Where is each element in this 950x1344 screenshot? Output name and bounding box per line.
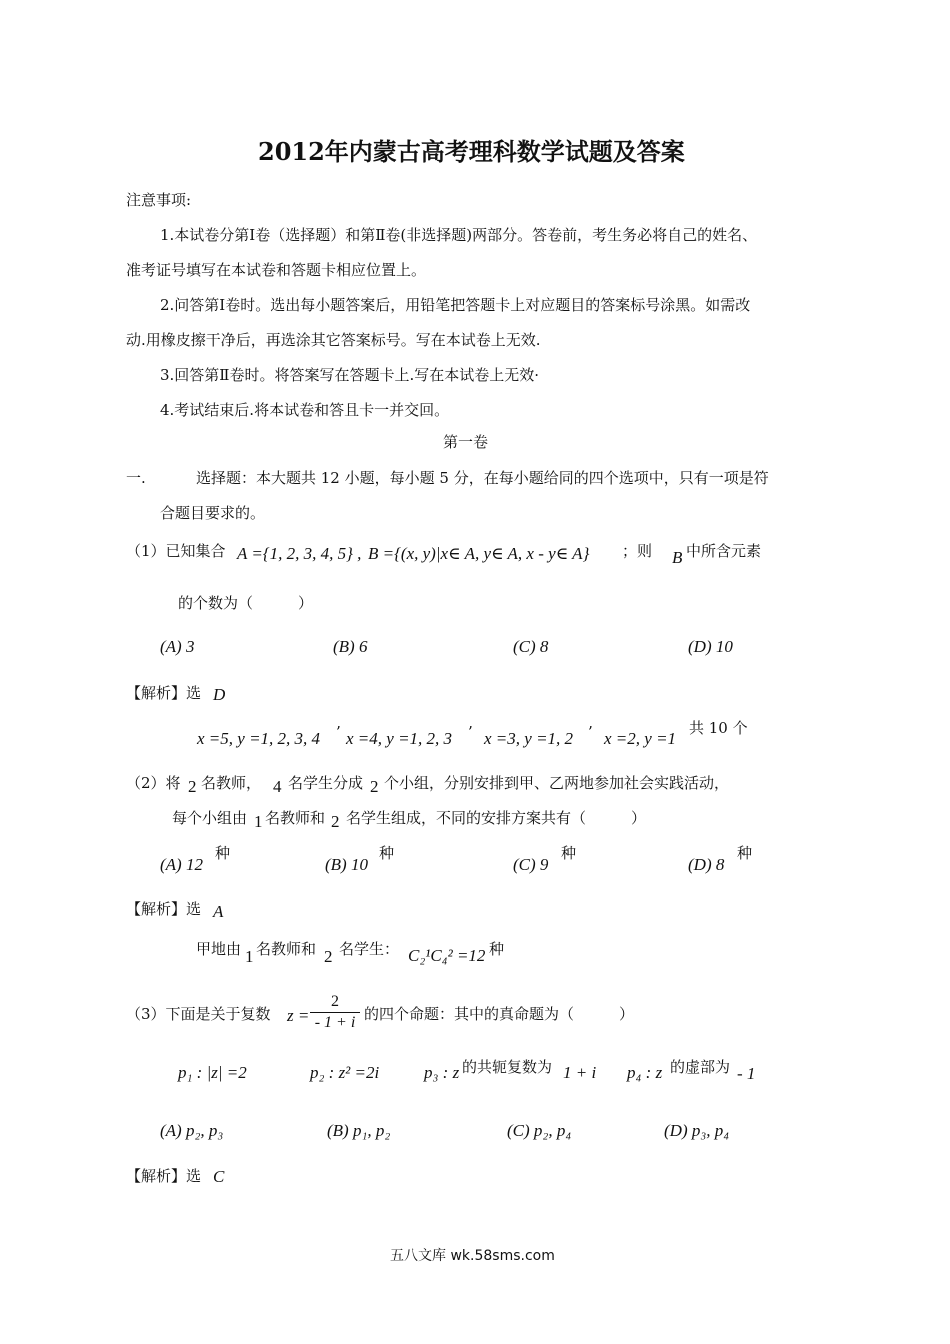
part-description-line-2: 合题目要求的。 — [160, 504, 266, 522]
q1-solution-sep-1: ’ — [336, 723, 341, 741]
q1-solution-total: 共 10 个 — [689, 719, 748, 737]
q1-solution-4: x =2, y =1 — [604, 729, 677, 748]
q3-option-b: (B) p₁, p₂ — [327, 1121, 391, 1140]
footer-watermark: 五八文库 wk.58sms.com — [390, 1248, 555, 1264]
q1-option-b: (B) 6 — [333, 637, 368, 656]
q2-text-2: 名教师， — [201, 774, 262, 792]
q2-answer: A — [213, 902, 224, 921]
q2-line2-b: 名教师和 — [265, 809, 326, 827]
notice-item-2-line-2: 动.用橡皮擦干净后，再选涂其它答案标号。写在本试卷上无效. — [126, 331, 541, 349]
q3-prefix: （3）下面是关于复数 — [126, 1005, 271, 1023]
q2-text-1: （2）将 — [126, 774, 181, 792]
q1-solution-sep-2: ’ — [468, 723, 473, 741]
notice-item-3: 3.回答第Ⅱ卷时。将答案写在答题卡上.写在本试卷上无效· — [160, 366, 540, 384]
q3-answer-label: 【解析】选 — [126, 1167, 202, 1185]
q1-solution-2: x =4, y =1, 2, 3 — [346, 729, 453, 748]
q2-line2-a: 每个小组由 — [172, 809, 248, 827]
q3-fraction-bar — [310, 1012, 360, 1013]
notice-heading: 注意事项: — [126, 191, 192, 209]
q2-solution-c: 名学生： — [339, 940, 400, 958]
q2-num-teachers: 2 — [188, 777, 197, 796]
q3-proposition-3-value: 1 + i — [563, 1063, 597, 1082]
q1-option-c: (C) 8 — [513, 637, 549, 656]
q1-option-d: (D) 10 — [688, 637, 733, 656]
q3-fraction-denominator: - 1 + i — [314, 1014, 356, 1031]
q3-proposition-2: p₂ : z² =2i — [310, 1063, 380, 1082]
q1-option-a: (A) 3 — [160, 637, 195, 656]
q3-option-a: (A) p₂, p₃ — [160, 1121, 224, 1140]
q2-line2-c: 名学生组成，不同的安排方案共有（ ） — [346, 809, 647, 827]
q1-prefix: （1）已知集合 — [126, 542, 226, 560]
notice-item-2-line-1: 2.问答第Ⅰ卷时。选出每小题答案后，用铅笔把答题卡上对应题目的答案标号涂黑。如需改 — [160, 296, 751, 314]
q2-option-b: (B) 10 — [325, 855, 368, 874]
section-title: 第一卷 — [443, 433, 489, 451]
q1-solution-3: x =3, y =1, 2 — [484, 729, 574, 748]
notice-item-1-line-2: 准考证号填写在本试卷和答题卡相应位置上。 — [126, 261, 427, 279]
q3-fraction-numerator: 2 — [331, 993, 339, 1010]
q1-set-b: B ={(x, y)|x∈ A, y∈ A, x - y∈ A} — [368, 544, 590, 563]
q2-line2-num-1: 1 — [254, 812, 263, 831]
q1-answer: D — [213, 685, 226, 704]
part-number: 一. — [126, 469, 146, 487]
q2-solution-a: 甲地由 — [196, 940, 242, 958]
q3-proposition-1: p₁ : |z| =2 — [178, 1063, 247, 1082]
q2-line2-num-2: 2 — [331, 812, 340, 831]
notice-item-1-line-1: 1.本试卷分第Ⅰ卷（选择题）和第Ⅱ卷(非选择题)两部分。答卷前，考生务必将自己的姓名、 — [160, 226, 758, 244]
q2-solution-num-1: 1 — [245, 947, 254, 966]
q2-solution-b: 名教师和 — [256, 940, 317, 958]
q3-suffix: 的四个命题：其中的真命题为（ ） — [364, 1005, 635, 1023]
q3-proposition-4-text: 的虚部为 — [670, 1058, 731, 1076]
q2-option-a-unit: 种 — [215, 844, 231, 862]
q3-proposition-3-var: p₃ : z — [424, 1063, 460, 1082]
q2-num-groups: 2 — [370, 777, 379, 796]
q2-answer-label: 【解析】选 — [126, 900, 202, 918]
q1-suffix-a: ；则 — [622, 542, 653, 560]
q3-proposition-3-text: 的共轭复数为 — [462, 1058, 553, 1076]
q1-solution-1: x =5, y =1, 2, 3, 4 — [197, 729, 321, 748]
q3-option-c: (C) p₂, p₄ — [507, 1121, 572, 1140]
q1-set-a: A ={1, 2, 3, 4, 5} , — [237, 544, 362, 563]
q1-answer-label: 【解析】选 — [126, 684, 202, 702]
q2-option-a: (A) 12 — [160, 855, 203, 874]
q2-num-students: 4 — [273, 777, 282, 796]
q1-solution-sep-3: ’ — [588, 723, 593, 741]
q1-var-b: B — [672, 548, 683, 567]
q3-proposition-4-var: p₄ : z — [627, 1063, 663, 1082]
q2-option-d: (D) 8 — [688, 855, 725, 874]
q2-text-3: 名学生分成 — [288, 774, 364, 792]
q1-suffix-b: 中所含元素 — [686, 542, 762, 560]
q3-option-d: (D) p₃, p₄ — [664, 1121, 730, 1140]
q2-solution-unit: 种 — [489, 940, 505, 958]
q2-option-c-unit: 种 — [561, 844, 577, 862]
q3-proposition-4-value: - 1 — [737, 1064, 756, 1083]
q3-answer: C — [213, 1167, 225, 1186]
notice-item-4: 4.考试结束后.将本试卷和答且卡一并交回。 — [160, 401, 450, 419]
q2-solution-expr: C₂¹C₄² =12 — [408, 946, 486, 965]
q2-solution-num-2: 2 — [324, 947, 333, 966]
q1-line-2: 的个数为（ ） — [178, 594, 314, 612]
page-title: 2012年内蒙古高考理科数学试题及答案 — [258, 137, 685, 166]
q2-option-d-unit: 种 — [737, 844, 753, 862]
q3-z-equals: z = — [287, 1006, 310, 1025]
part-description-line-1: 选择题：本大题共 12 小题，每小题 5 分，在每小题给同的四个选项中，只有一项是符 — [196, 469, 769, 487]
q3-fraction — [310, 993, 360, 1032]
q2-text-4: 个小组，分别安排到甲、乙两地参加社会实践活动， — [384, 774, 730, 792]
q2-option-b-unit: 种 — [379, 844, 395, 862]
q2-option-c: (C) 9 — [513, 855, 549, 874]
